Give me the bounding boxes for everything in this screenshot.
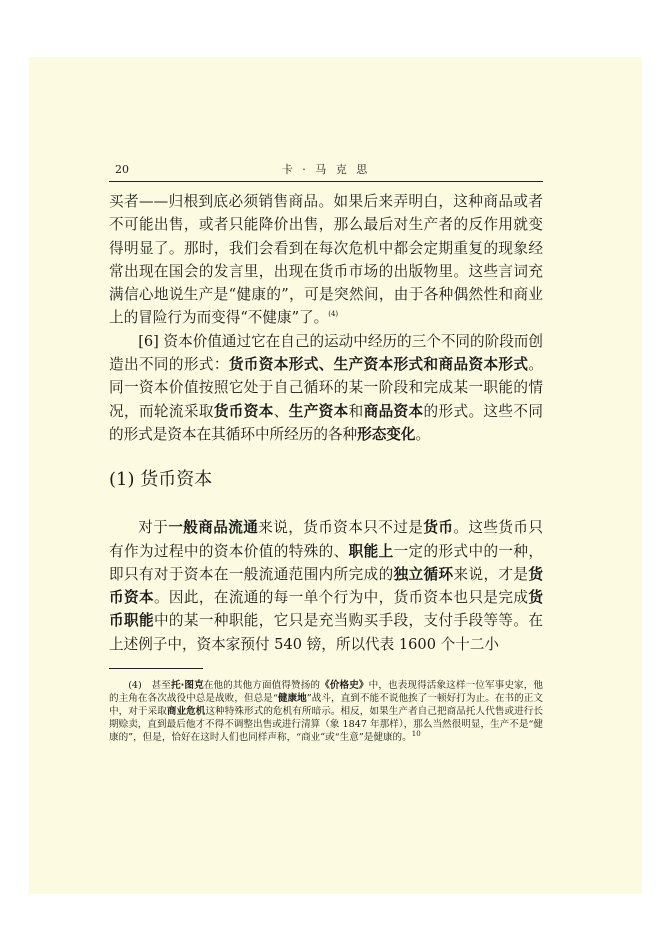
emphasis: 商业危机 xyxy=(166,705,206,717)
emphasis: 货币资本 xyxy=(109,565,543,607)
footnote-divider xyxy=(109,668,203,669)
emphasis: 职能上 xyxy=(348,542,394,560)
emphasis: 健康地 xyxy=(277,692,307,704)
paragraph-1: 买者——归根到底必须销售商品。如果后来弄明白，这种商品或者不可能出售，或者只能降价出售，那么最后对生产者的反作用就变得明显了。那时，我们会看到在每次危机中都会定期重复的现象经常出现在国会的发言里，出现在货币市场的出版物里。这些言词充满信心地说生产是“健康的”，可是突然间，由于各种偶然性和商业上的冒险行为而变得“不健康”了。$^{(4)}$ xyxy=(109,193,543,327)
emphasis: 货币 xyxy=(423,519,454,537)
page-number: 20 xyxy=(115,163,129,176)
emphasis: 形态变化 xyxy=(357,425,416,443)
body-text xyxy=(109,190,543,656)
emphasis: 货币职能 xyxy=(109,589,543,630)
emphasis: 《价格史》 xyxy=(320,679,369,691)
running-title: 卡 · 马 克 思 xyxy=(281,163,371,176)
section-heading: (1) 货币资本 xyxy=(109,469,213,491)
emphasis: 货币资本形式、生产资本形式和商品资本形式 xyxy=(228,356,529,374)
running-head xyxy=(109,159,543,182)
footnote-4: (4) 甚至托·图克在他的其他方面值得赞扬的《价格史》中，也表现得活象这样一位军事史家，他的主角在各次战役中总是战败，但总是“健康地”战斗，直到不能不说他挨了一顿好打为止。在书的正文中，对于采取商业危机这种特殊形式的危机有所暗示。相反，如果生产者自己把商品托人代售或进行长期赊卖，直到最后他才不得不调整出售或进行清算（象 1847 年那样），那么当然很明显，生产不是“健康的”，但是，恰好在这时人们也同样声称，“商业”或“生意”是健康的。$^{10}$ xyxy=(109,679,544,743)
emphasis: 生产资本 xyxy=(288,402,349,420)
emphasis: 一般商品流通 xyxy=(168,519,259,537)
footnote-superscript: 10 xyxy=(411,729,421,738)
emphasis: 货币资本 xyxy=(213,402,274,420)
emphasis: 独立循环 xyxy=(393,565,454,583)
footnote-ref[interactable]: (4) xyxy=(328,310,339,319)
emphasis: 商品资本 xyxy=(363,402,424,420)
emphasis: 托·图克 xyxy=(170,679,204,691)
paragraph-2: [6] 资本价值通过它在自己的运动中经历的三个不同的阶段而创造出不同的形式：货币资本形式、生产资本形式和商品资本形式。同一资本价值按照它处于自己循环的某一阶段和完成某一职能的情况，而轮流采取货币资本、生产资本和商品资本的形式。这些不同的形式是资本在其循环中所经历的各种形态变化。 xyxy=(109,332,543,443)
paragraph-3: 对于一般商品流通来说，货币资本只不过是货币。这些货币只有作为过程中的资本价值的特殊的、职能上一定的形式中的一种，即只有对于资本在一般流通范围内所完成的独立循环来说，才是货币资本。因此，在流通的每一单个行为中，货币资本也只是完成货币职能中的某一种职能，它只是充当购买手段，支付手段等等。在上述例子中，资本家预付 540 镑，所以代表 1600 个十二小 xyxy=(109,519,543,653)
page-content xyxy=(109,159,543,753)
